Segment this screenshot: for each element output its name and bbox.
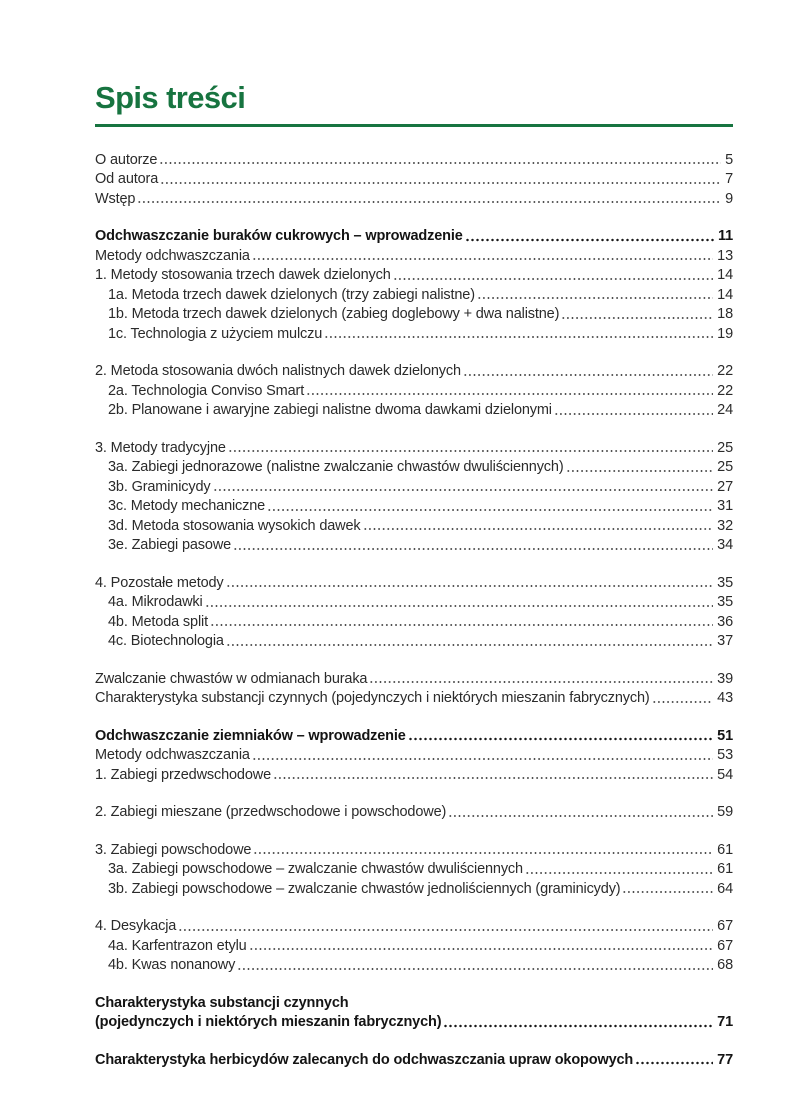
toc-entry [95, 225, 733, 245]
toc-leader-dots [363, 514, 714, 534]
toc-leader-dots [252, 744, 713, 764]
page-title: Spis treści [95, 80, 246, 115]
toc-entry-label: Metody odchwaszczania [95, 747, 250, 763]
toc-entry-page: 67 [717, 937, 733, 954]
toc-leader-dots [408, 724, 713, 744]
toc-entry-label: 4. Pozostałe metody [95, 574, 224, 591]
toc-entry-label: 3a. Zabiegi jednorazowe (nalistne zwalczanie chwastów dwuliściennych) [108, 459, 564, 475]
toc-entry-label: Charakterystyka herbicydów zalecanych do odchwaszczania upraw okopowych [95, 1051, 634, 1068]
toc-entry-label: 1b. Metoda trzech dawek dzielonych (zabieg doglebowy + dwa nalistne) [108, 306, 560, 322]
toc-entry-page: 53 [717, 747, 733, 763]
toc-entry-page: 36 [717, 613, 733, 630]
toc-list [95, 148, 733, 1068]
toc-entry-page: 39 [717, 670, 733, 687]
toc-entry-page: 24 [717, 402, 733, 418]
toc-entry-label: Odchwaszczanie buraków cukrowych – wprowadzenie [95, 228, 463, 244]
toc-entry [95, 360, 733, 380]
toc-entry [95, 801, 733, 821]
toc-leader-dots [561, 303, 713, 323]
toc-entry [95, 436, 733, 456]
toc-entry-page: 25 [717, 459, 733, 475]
toc-leader-dots [210, 610, 713, 630]
toc-entry-page: 22 [717, 382, 733, 399]
toc-leader-dots [226, 571, 714, 591]
toc-entry [95, 495, 733, 515]
toc-leader-dots [159, 148, 721, 168]
toc-entry-label: 4b. Kwas nonanowy [108, 957, 236, 973]
toc-entry-label: 4a. Karfentrazon etylu [108, 937, 247, 954]
toc-entry-page: 11 [717, 228, 733, 244]
toc-entry [95, 838, 733, 858]
toc-entry [95, 456, 733, 476]
toc-leader-dots [237, 954, 713, 974]
toc-leader-dots [160, 168, 721, 188]
toc-entry [95, 244, 733, 264]
toc-entry-label: 4c. Biotechnologia [108, 633, 224, 649]
toc-entry-label: 3. Metody tradycyjne [95, 439, 226, 456]
toc-entry [95, 934, 733, 954]
toc-entry [95, 1011, 733, 1031]
toc-leader-dots [273, 763, 713, 783]
toc-entry [95, 915, 733, 935]
toc-leader-dots [205, 591, 714, 611]
toc-entry-label: 3. Zabiegi powschodowe [95, 841, 252, 858]
toc-leader-dots [554, 399, 713, 419]
toc-entry [95, 744, 733, 764]
toc-entry-label: 4. Desykacja [95, 918, 177, 934]
toc-entry-label: Od autora [95, 171, 159, 187]
toc-entry-page: 9 [725, 190, 733, 207]
toc-entry-page: 51 [717, 727, 733, 744]
toc-entry-page: 32 [717, 517, 733, 534]
toc-entry-page: 71 [717, 1014, 733, 1030]
toc-leader-dots [137, 187, 721, 207]
toc-entry [95, 379, 733, 399]
toc-entry-page: 31 [717, 498, 733, 514]
toc-entry [95, 534, 733, 554]
toc-entry [95, 991, 733, 1011]
toc-entry-page: 64 [717, 880, 733, 897]
toc-leader-dots [525, 858, 713, 878]
toc-entry [95, 571, 733, 591]
toc-entry-label: Zwalczanie chwastów w odmianach buraka [95, 670, 368, 687]
toc-entry-label: Odchwaszczanie ziemniaków – wprowadzenie [95, 727, 406, 744]
toc-header [95, 78, 733, 127]
toc-leader-dots [652, 687, 714, 707]
toc-entry-page: 54 [717, 766, 733, 783]
toc-entry-label: Metody odchwaszczania [95, 247, 250, 264]
toc-leader-dots [324, 322, 713, 342]
toc-entry-page: 43 [717, 690, 733, 706]
toc-entry [95, 954, 733, 974]
toc-leader-dots [178, 915, 713, 935]
toc-entry-page: 37 [717, 633, 733, 649]
toc-leader-dots [635, 1048, 713, 1068]
toc-entry-label: 3b. Graminicydy [108, 478, 211, 495]
toc-leader-dots [465, 225, 714, 245]
toc-entry-label: 1a. Metoda trzech dawek dzielonych (trzy zabiegi nalistne) [108, 286, 475, 303]
toc-leader-dots [233, 534, 713, 554]
toc-entry-page: 35 [717, 594, 733, 610]
toc-leader-dots [463, 360, 713, 380]
toc-entry-label: 3b. Zabiegi powschodowe – zwalczanie chwastów jednoliściennych (graminicydy) [108, 880, 621, 897]
toc-entry-page: 77 [717, 1051, 733, 1068]
toc-entry [95, 187, 733, 207]
toc-leader-dots [566, 456, 714, 476]
toc-entry-label: 2b. Planowane i awaryjne zabiegi nalistne dwoma dawkami dzielonymi [108, 402, 552, 418]
toc-entry-label: 1. Metody stosowania trzech dawek dzielonych [95, 267, 391, 283]
toc-leader-dots [267, 495, 713, 515]
toc-leader-dots [443, 1011, 713, 1031]
toc-entry-label: 4b. Metoda split [108, 613, 208, 630]
toc-leader-dots [226, 630, 713, 650]
toc-leader-dots [477, 283, 713, 303]
toc-entry-label: Charakterystyka substancji czynnych (pojedynczych i niektórych mieszanin fabrycznych) [95, 690, 650, 706]
toc-entry [95, 667, 733, 687]
toc-entry-page: 68 [717, 957, 733, 973]
toc-entry-page: 19 [717, 325, 733, 342]
toc-entry-page: 34 [717, 537, 733, 553]
toc-entry-label: Charakterystyka substancji czynnych [95, 994, 349, 1011]
toc-entry [95, 591, 733, 611]
toc-entry-page: 14 [717, 286, 733, 303]
toc-entry [95, 687, 733, 707]
toc-entry-label: 3e. Zabiegi pasowe [108, 537, 232, 553]
toc-leader-dots [448, 801, 713, 821]
toc-entry-label: O autorze [95, 151, 158, 168]
toc-entry-page: 27 [717, 478, 733, 495]
toc-leader-dots [306, 379, 713, 399]
toc-entry-page: 59 [717, 804, 733, 820]
toc-entry-page: 25 [717, 439, 733, 456]
toc-entry [95, 303, 733, 323]
toc-entry-page: 61 [717, 841, 733, 858]
toc-leader-dots [369, 667, 713, 687]
toc-leader-dots [228, 436, 713, 456]
toc-entry-page: 67 [717, 918, 733, 934]
toc-entry [95, 264, 733, 284]
toc-leader-dots [622, 877, 713, 897]
toc-entry-label: 3d. Metoda stosowania wysokich dawek [108, 517, 361, 534]
toc-entry [95, 724, 733, 744]
toc-entry-label: 1c. Technologia z użyciem mulczu [108, 325, 323, 342]
toc-entry-page: 13 [717, 247, 733, 264]
toc-entry [95, 514, 733, 534]
toc-entry-label: Wstęp [95, 190, 136, 207]
toc-entry-page: 5 [725, 151, 733, 168]
toc-entry-page: 22 [717, 363, 733, 379]
toc-entry-page: 7 [725, 171, 733, 187]
toc-entry-label: 2. Zabiegi mieszane (przedwschodowe i powschodowe) [95, 804, 447, 820]
toc-entry [95, 322, 733, 342]
toc-entry [95, 283, 733, 303]
toc-entry [95, 858, 733, 878]
toc-entry [95, 877, 733, 897]
toc-entry [95, 763, 733, 783]
toc-leader-dots [253, 838, 713, 858]
toc-entry [95, 148, 733, 168]
toc-leader-dots [249, 934, 714, 954]
toc-entry [95, 168, 733, 188]
toc-entry-label: 3a. Zabiegi powschodowe – zwalczanie chwastów dwuliściennych [108, 861, 523, 877]
toc-entry-page: 35 [717, 574, 733, 591]
toc-entry [95, 399, 733, 419]
toc-entry-page: 18 [717, 306, 733, 322]
toc-entry-label: (pojedynczych i niektórych mieszanin fabrycznych) [95, 1014, 442, 1030]
toc-leader-dots [252, 244, 713, 264]
toc-entry-page: 61 [717, 861, 733, 877]
toc-entry [95, 1048, 733, 1068]
toc-entry-page: 14 [717, 267, 733, 283]
toc-entry [95, 630, 733, 650]
toc-entry-label: 2. Metoda stosowania dwóch nalistnych dawek dzielonych [95, 363, 461, 379]
toc-entry-label: 2a. Technologia Conviso Smart [108, 382, 305, 399]
toc-entry-label: 3c. Metody mechaniczne [108, 498, 266, 514]
title-underline-rule [95, 124, 733, 127]
toc-entry [95, 610, 733, 630]
toc-leader-dots [393, 264, 714, 284]
toc-entry-label: 1. Zabiegi przedwschodowe [95, 766, 271, 783]
toc-entry [95, 475, 733, 495]
toc-entry-label: 4a. Mikrodawki [108, 594, 203, 610]
toc-leader-dots [213, 475, 714, 495]
